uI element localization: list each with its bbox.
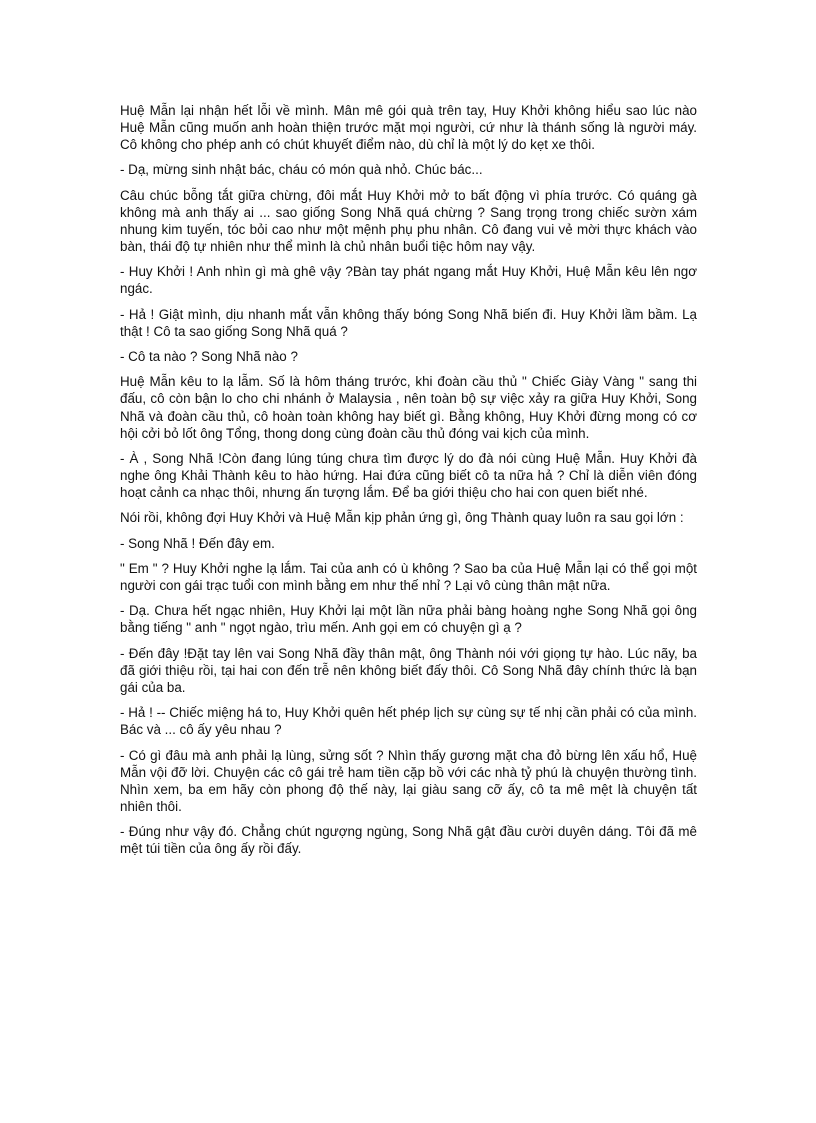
paragraph: - Dạ, mừng sinh nhật bác, cháu có món quà nhỏ. Chúc bác... — [120, 162, 483, 178]
paragraph: - Huy Khởi ! Anh nhìn gì mà ghê vậy ?Bàn tay phát ngang mắt Huy Khởi, Huệ Mẫn kêu lên ngơ ngác. — [120, 264, 697, 297]
paragraph: - Có gì đâu mà anh phải lạ lùng, sửng sốt ? Nhìn thấy gương mặt cha đỏ bừng lên xấu hổ, Huệ Mẫn vội đỡ lời. Chuyện các cô gái trẻ ham tiền cặp bồ với các nhà tỷ phú là chuyện thường tình. Nhìn xem, ba em hãy còn phong độ thế này, lại giàu sang cỡ ấy, cô ta mê mệt là chuyện tất nhiên thôi. — [120, 747, 697, 814]
paragraph: Nói rồi, không đợi Huy Khởi và Huệ Mẫn kịp phản ứng gì, ông Thành quay luôn ra sau gọi lớn : — [120, 510, 684, 526]
paragraph: - Đúng như vậy đó. Chẳng chút ngượng ngùng, Song Nhã gật đầu cười duyên dáng. Tôi đã mê mệt túi tiền của ông ấy rồi đấy. — [120, 824, 697, 857]
paragraph: " Em " ? Huy Khởi nghe lạ lắm. Tai của anh có ù không ? Sao ba của Huệ Mẫn lại có thể gọi một người con gái trạc tuổi con mình bằng em như thế nhỉ ? Lại vô cùng thân mật nữa. — [120, 560, 697, 594]
paragraph: - Hả ! -- Chiếc miệng há to, Huy Khởi quên hết phép lịch sự cùng sự tế nhị cần phải có của mình. Bác và ... cô ấy yêu nhau ? — [120, 705, 697, 738]
paragraph: Huệ Mẫn lại nhận hết lỗi về mình. Mân mê gói quà trên tay, Huy Khởi không hiểu sao lúc nào Huệ Mẫn cũng muốn anh hoàn thiện trước mặt mọi người, cứ như là thánh sống là người máy. Cô không cho phép anh có chút khuyết điểm nào, dù chỉ là một lý do kẹt xe thôi. — [120, 103, 697, 153]
paragraph: Huệ Mẫn kêu to lạ lẫm. Số là hôm tháng trước, khi đoàn cầu thủ " Chiếc Giày Vàng " sang thi đấu, cô còn bận lo cho chi nhánh ở Malaysia , nên toàn bộ sự việc xảy ra giữa Huy Khởi, Song Nhã và đoàn cầu thủ, cô hoàn toàn không hay biết gì. Bằng không, Huy Khởi đừng mong có cơ hội cởi bỏ lốt ông Tổng, thong dong cùng đoàn cầu thủ đóng vai kịch của mình. — [120, 374, 697, 441]
paragraph: - Cô ta nào ? Song Nhã nào ? — [120, 349, 298, 365]
paragraph: - Song Nhã ! Đến đây em. — [120, 535, 275, 551]
paragraph: - Đến đây !Đặt tay lên vai Song Nhã đầy thân mật, ông Thành nói với giọng tự hào. Lúc nãy, ba đã giới thiệu rồi, tại hai con đến trễ nên không biết đấy thôi. Cô Song Nhã đây chính thức là bạn gái của ba. — [120, 645, 697, 695]
body-text — [120, 102, 697, 865]
paragraph: Câu chúc bỗng tắt giữa chừng, đôi mắt Huy Khởi mở to bất động vì phía trước. Có quáng gà không mà anh thấy ai ... sao giống Song Nhã quá chừng ? Sang trọng trong chiếc sườn xám nhung kim tuyến, tóc bỏi cao như một mệnh phụ phu nhân. Cô đang vui vẻ mời thực khách vào bàn, thái độ tự nhiên như thể mình là chủ nhân buổi tiệc hôm nay vậy. — [120, 187, 697, 255]
paragraph: - Hả ! Giật mình, dịu nhanh mắt vẫn không thấy bóng Song Nhã biến đi. Huy Khởi lầm bầm. Lạ thật ! Cô ta sao giống Song Nhã quá ? — [120, 306, 697, 339]
paragraph: - Dạ. Chưa hết ngạc nhiên, Huy Khởi lại một lần nữa phải bàng hoàng nghe Song Nhã gọi ông bằng tiếng " anh " ngọt ngào, trìu mến. Anh gọi em có chuyện gì ạ ? — [120, 603, 697, 636]
paragraph: - À , Song Nhã !Còn đang lúng túng chưa tìm được lý do đà nói cùng Huệ Mẫn. Huy Khởi đà nghe ông Khải Thành kêu to hào hứng. Hai đứa cũng biết cô ta nữa hả ? Chỉ là diễn viên đóng hoạt cảnh ca nhạc thôi, nhưng ấn tượng lắm. Để ba giới thiệu cho hai con quen biết nhé. — [120, 450, 697, 501]
